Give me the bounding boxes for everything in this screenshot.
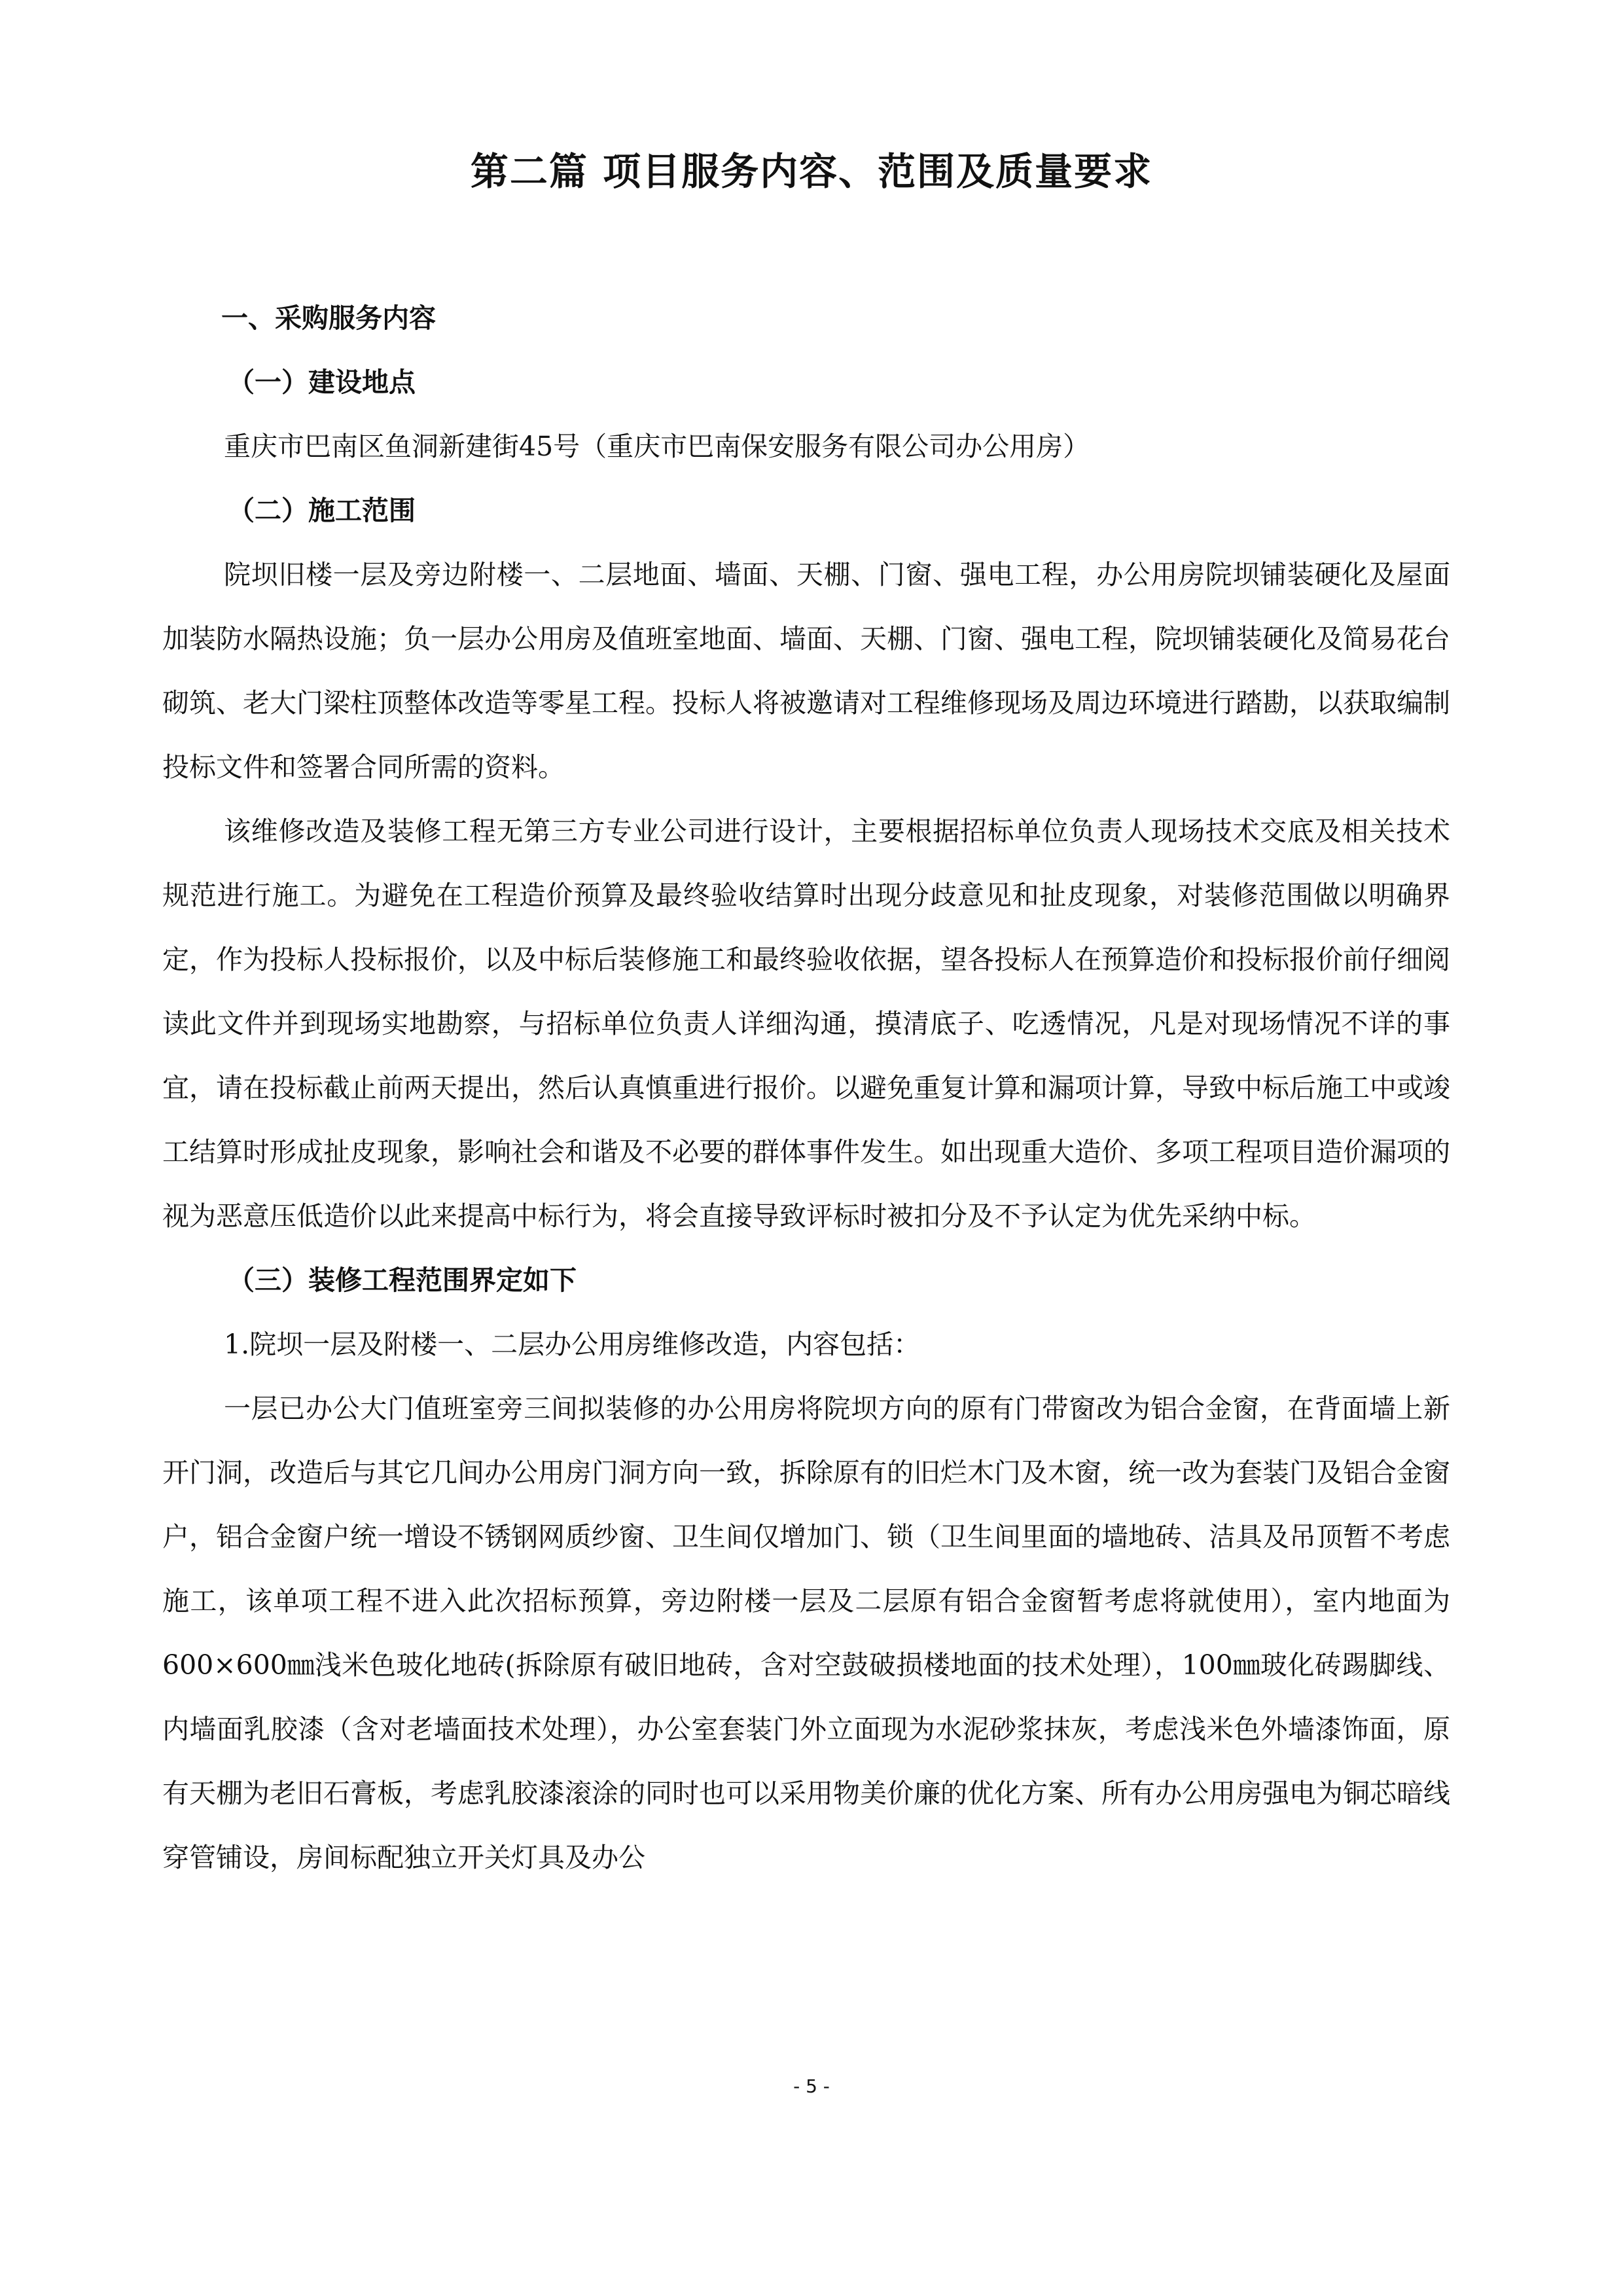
subsection-heading-scope: （二）施工范围 — [228, 495, 416, 526]
subsection-heading-scope-definition: （三）装修工程范围界定如下 — [228, 1265, 577, 1296]
section-heading-procurement: 一、采购服务内容 — [221, 302, 436, 334]
document-body — [162, 286, 1450, 1890]
location-text: 重庆市巴南区鱼洞新建街45号（重庆市巴南保安服务有限公司办公用房） — [224, 431, 1090, 462]
page-number: - 5 - — [793, 2075, 830, 2097]
document-title: 第二篇 项目服务内容、范围及质量要求 — [470, 149, 1153, 194]
scope-paragraph-2: 该维修改造及装修工程无第三方专业公司进行设计，主要根据招标单位负责人现场技术交底及相关技术规范进行施工。为避免在工程造价预算及最终验收结算时出现分歧意见和扯皮现象，对装修范围做以明确界定，作为投标人投标报价，以及中标后装修施工和最终验收依据，望各投标人在预算造价和投标报价前仔细阅读此文件并到现场实地勘察，与招标单位负责人详细沟通，摸清底子、吃透情况，凡是对现场情况不详的事宜，请在投标截止前两天提出，然后认真慎重进行报价。以避免重复计算和漏项计算，导致中标后施工中或竣工结算时形成扯皮现象，影响社会和谐及不必要的群体事件发生。如出现重大造价、多项工程项目造价漏项的视为恶意压低造价以此来提高中标行为，将会直接导致评标时被扣分及不予认定为优先采纳中标。 — [162, 816, 1450, 1232]
list-item-1-paragraph: 一层已办公大门值班室旁三间拟装修的办公用房将院坝方向的原有门带窗改为铝合金窗，在背面墙上新开门洞，改造后与其它几间办公用房门洞方向一致，拆除原有的旧烂木门及木窗，统一改为套装门及铝合金窗户，铝合金窗户统一增设不锈钢网质纱窗、卫生间仅增加门、锁（卫生间里面的墙地砖、洁具及吊顶暂不考虑施工，该单项工程不进入此次招标预算，旁边附楼一层及二层原有铝合金窗暂考虑将就使用），室内地面为600×600㎜浅米色玻化地砖(拆除原有破旧地砖，含对空鼓破损楼地面的技术处理），100㎜玻化砖踢脚线、内墙面乳胶漆（含对老墙面技术处理），办公室套装门外立面现为水泥砂浆抹灰，考虑浅米色外墙漆饰面，原有天棚为老旧石膏板，考虑乳胶漆滚涂的同时也可以采用物美价廉的优化方案、所有办公用房强电为铜芯暗线穿管铺设，房间标配独立开关灯具及办公 — [162, 1393, 1450, 1873]
list-item-1: 1.院坝一层及附楼一、二层办公用房维修改造，内容包括： — [224, 1329, 921, 1360]
scope-paragraph-1: 院坝旧楼一层及旁边附楼一、二层地面、墙面、天棚、门窗、强电工程，办公用房院坝铺装硬化及屋面加装防水隔热设施；负一层办公用房及值班室地面、墙面、天棚、门窗、强电工程，院坝铺装硬化及简易花台砌筑、老大门梁柱顶整体改造等零星工程。投标人将被邀请对工程维修现场及周边环境进行踏勘，以获取编制投标文件和签署合同所需的资料。 — [162, 559, 1450, 783]
subsection-heading-location: （一）建设地点 — [228, 367, 416, 398]
